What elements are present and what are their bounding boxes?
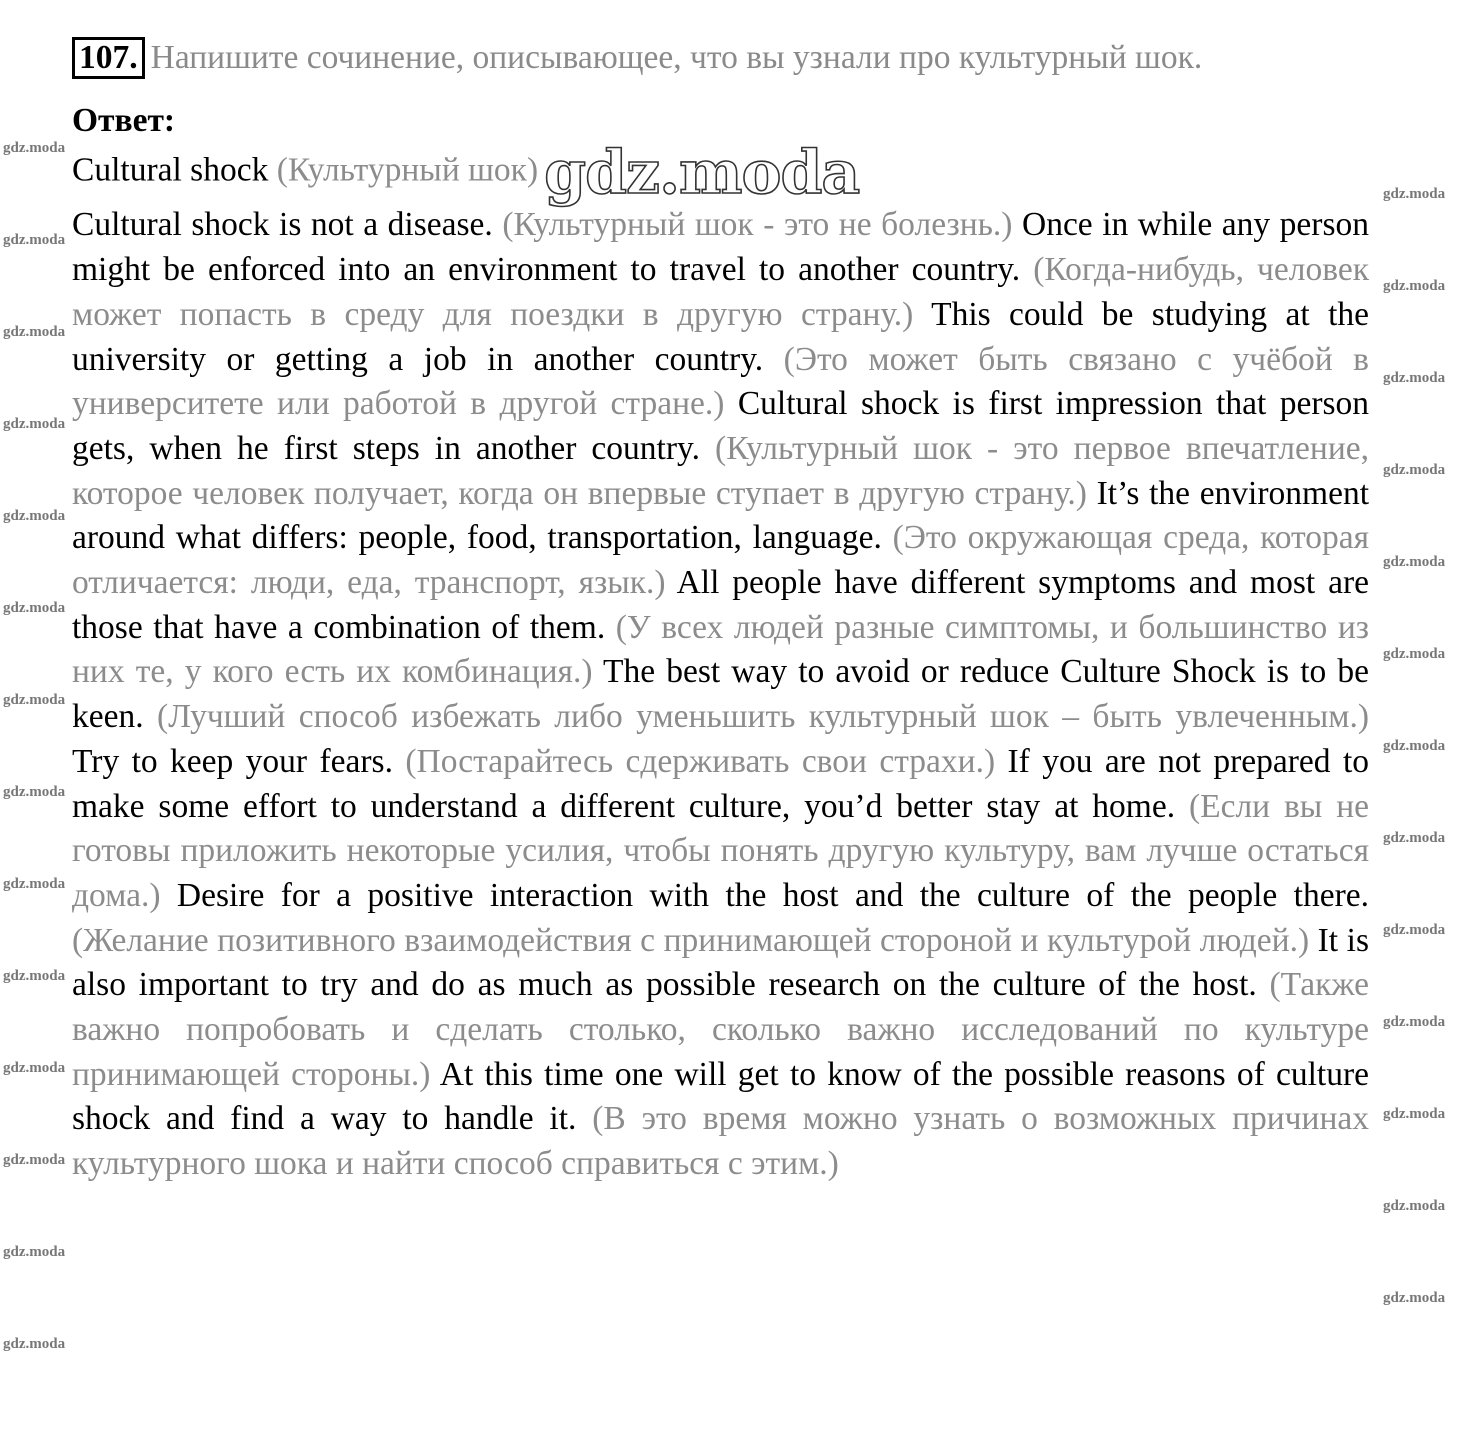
watermark-small: gdz.moda xyxy=(1383,830,1446,846)
watermark-small: gdz.moda xyxy=(1383,1106,1446,1122)
watermark-small: gdz.moda xyxy=(3,1244,66,1260)
watermark-small: gdz.moda xyxy=(1383,462,1446,478)
title-ru: (Культурный шок) xyxy=(276,152,539,190)
task-question: Напишите сочинение, описывающее, что вы узнали про культурный шок. xyxy=(150,39,1203,76)
sentence-ru: (Культурный шок - это первое впечатление, которое человек получает, когда он впервые ступает в другую страну.) xyxy=(72,429,1369,512)
watermark-small: gdz.moda xyxy=(1383,922,1446,938)
sentence-ru: (Это может быть связано с учёбой в университете или работой в другой стране.) xyxy=(72,340,1370,423)
watermark-small: gdz.moda xyxy=(1383,1290,1446,1306)
sentence-ru: (Постарайтесь сдерживать свои страхи.) xyxy=(405,742,996,780)
sentence-en: Try to keep your fears. xyxy=(72,742,393,780)
watermark-small: gdz.moda xyxy=(3,784,66,800)
essay-body xyxy=(72,203,1369,1186)
answer-label: Ответ: xyxy=(72,101,176,139)
watermark-small: gdz.moda xyxy=(3,600,66,616)
task-header xyxy=(72,36,1369,81)
sentence-en: Cultural shock is first impression that person gets, when he first steps in another country. xyxy=(72,385,1370,467)
watermark-small: gdz.moda xyxy=(3,140,66,156)
sentence-en: It is also important to try and do as much as possible research on the culture of the host. xyxy=(72,921,1370,1004)
sentence-ru: (Если вы не готовы приложить некоторые усилия, чтобы понять другую культуру, вам лучше остаться дома.) xyxy=(72,787,1369,914)
sentence-en: The best way to avoid or reduce Culture Shock is to be keen. xyxy=(72,653,1369,736)
watermark-small: gdz.moda xyxy=(1383,370,1446,386)
watermark-small: gdz.moda xyxy=(3,876,66,892)
sentence-en: Cultural shock is not a disease. xyxy=(72,206,493,244)
sentence-ru: (У всех людей разные симптомы, и большинство из них те, у кого есть их комбинация.) xyxy=(72,608,1369,691)
watermark-small: gdz.moda xyxy=(1383,554,1446,570)
watermark-small: gdz.moda xyxy=(3,692,66,708)
watermark-small: gdz.moda xyxy=(1383,1198,1446,1214)
sentence-ru: (В это время можно узнать о возможных причинах культурного шока и найти способ справиться с этим.) xyxy=(72,1100,1369,1183)
watermark-small: gdz.moda xyxy=(3,508,66,524)
watermark-small: gdz.moda xyxy=(3,968,66,984)
watermark-small: gdz.moda xyxy=(1383,738,1446,754)
watermark-small: gdz.moda xyxy=(3,1336,66,1352)
sentence-en: All people have different symptoms and most are those that have a combination of them. xyxy=(72,564,1369,646)
watermark-small: gdz.moda xyxy=(3,232,66,248)
watermark-small: gdz.moda xyxy=(3,324,66,340)
sentence-en: At this time one will get to know of the possible reasons of culture shock and find a way to handle it. xyxy=(72,1055,1370,1138)
sentence-en: Desire for a positive interaction with the host and the culture of the people there. xyxy=(176,876,1370,914)
sentence-en: Once in while any person might be enforced into an environment to travel to another country. xyxy=(72,206,1369,289)
title-en: Cultural shock xyxy=(72,152,269,190)
watermark-small: gdz.moda xyxy=(1383,186,1446,202)
sentence-en: It’s the environment around what differs: people, food, transportation, language. xyxy=(72,474,1370,557)
sentence-ru: (Лучший способ избежать либо уменьшить культурный шок – быть увлеченным.) xyxy=(157,698,1370,736)
sentence-ru: (Культурный шок - это не болезнь.) xyxy=(502,206,1013,244)
watermark-small: gdz.moda xyxy=(1383,278,1446,294)
sentence-en: If you are not prepared to make some effort to understand a different culture, you’d better stay at home. xyxy=(72,742,1370,825)
watermark-small: gdz.moda xyxy=(3,416,66,432)
watermark-small: gdz.moda xyxy=(1383,646,1446,662)
watermark-small: gdz.moda xyxy=(1383,1014,1446,1030)
watermark-logo: gdz.moda xyxy=(544,138,860,209)
sentence-en: This could be studying at the university or getting a job in another country. xyxy=(72,295,1369,378)
sentence-ru: (Желание позитивного взаимодействия с принимающей стороной и культурой людей.) xyxy=(72,921,1310,959)
sentence-ru: (Это окружающая среда, которая отличается: люди, еда, транспорт, язык.) xyxy=(72,519,1370,602)
task-number: 107. xyxy=(72,37,145,79)
sentence-ru: (Когда-нибудь, человек может попасть в среду для поездки в другую страну.) xyxy=(72,251,1369,333)
exercise-document xyxy=(72,36,1369,1187)
essay-title xyxy=(72,138,1369,209)
sentence-ru: (Также важно попробовать и сделать столько, сколько важно исследований по культуре принимающей стороны.) xyxy=(72,966,1370,1093)
watermark-small: gdz.moda xyxy=(3,1060,66,1076)
watermark-small: gdz.moda xyxy=(3,1152,66,1168)
